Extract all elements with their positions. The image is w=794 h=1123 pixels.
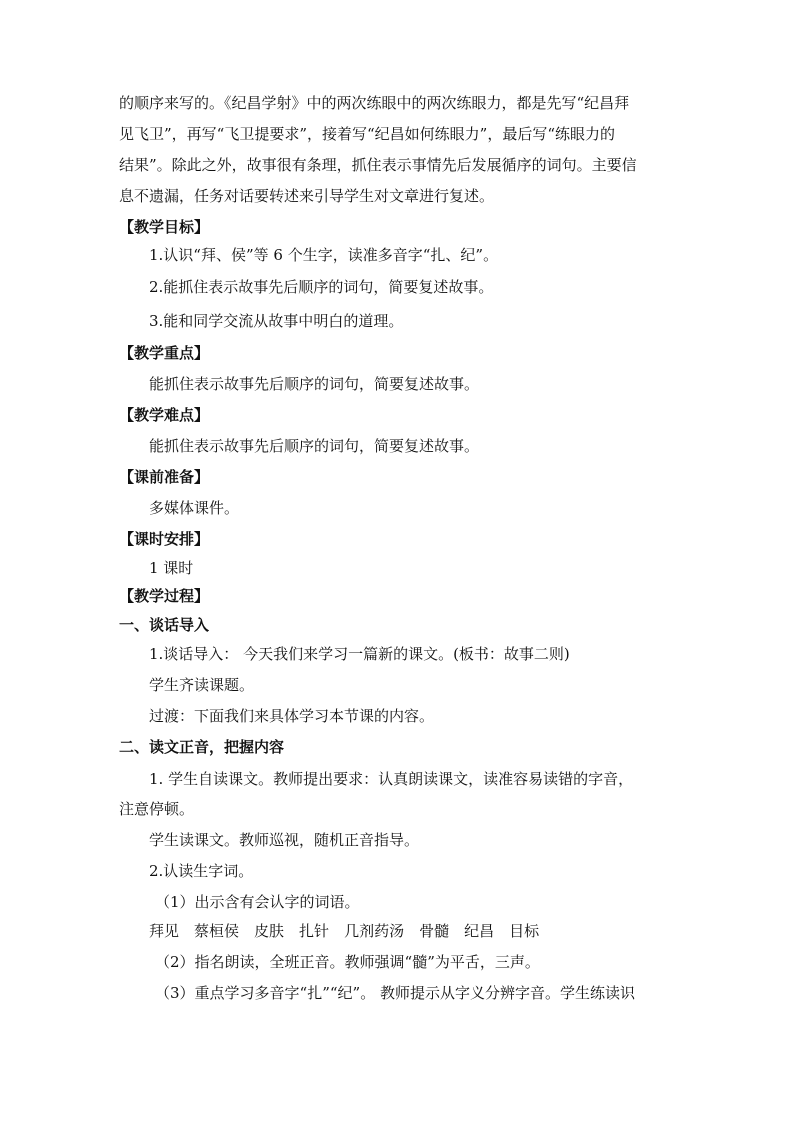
schedule-heading: 【课时安排】 — [119, 530, 210, 548]
vocab-word: 拜见 — [149, 922, 180, 940]
goals-heading: 【教学目标】 — [119, 218, 210, 236]
vocab-word: 目标 — [509, 922, 540, 940]
process-line: 注意停顿。 — [119, 800, 195, 818]
document-page — [119, 93, 679, 1003]
preparation-text: 多媒体课件。 — [149, 499, 240, 517]
text-line: 息不遗漏，任务对话要转述来引导学生对文章进行复述。 — [119, 187, 495, 205]
intro-paragraph — [119, 93, 679, 206]
vocab-word: 皮肤 — [254, 922, 285, 940]
goal-item: 2.能抓住表示故事先后顺序的词句，简要复述故事。 — [149, 278, 494, 296]
section-title: 一、谈话导入 — [119, 616, 210, 634]
process-line: （2）指名朗读，全班正音。教师强调“髓”为平舌，三声。 — [155, 953, 540, 971]
vocab-word: 几剂药汤 — [344, 922, 405, 940]
key-points-text: 能抓住表示故事先后顺序的词句，简要复述故事。 — [149, 375, 480, 393]
vocab-word: 纪昌 — [464, 922, 495, 940]
vocab-word: 骨髓 — [419, 922, 450, 940]
process-line: 学生齐读课题。 — [149, 676, 255, 694]
section-title: 二、读文正音，把握内容 — [119, 738, 285, 756]
difficulties-text: 能抓住表示故事先后顺序的词句，简要复述故事。 — [149, 437, 480, 455]
vocab-word: 蔡桓侯 — [194, 922, 240, 940]
text-line: 结果”。除此之外，故事很有条理，抓住表示事情先后发展循序的词句。主要信 — [119, 156, 637, 174]
process-line: （3）重点学习多音字“扎”“纪”。 教师提示从字义分辨字音。学生练读识 — [155, 984, 635, 1002]
process-line: 学生读课文。教师巡视，随机正音指导。 — [149, 831, 420, 849]
process-line: 2.认读生字词。 — [149, 862, 254, 880]
process-line: （1）出示含有会认字的词语。 — [155, 893, 360, 911]
process-line: 1. 学生自读课文。教师提出要求：认真朗读课文，读准容易读错的字音， — [149, 770, 634, 788]
goal-item: 1.认识“拜、侯”等 6 个生字，读准多音字“扎、纪”。 — [149, 246, 499, 264]
text-line: 的顺序来写的。《纪昌学射》中的两次练眼中的两次练眼力，都是先写“纪昌拜 — [119, 94, 630, 112]
vocabulary-list — [119, 921, 679, 941]
difficulties-heading: 【教学难点】 — [119, 406, 210, 424]
process-line: 过渡：下面我们来具体学习本节课的内容。 — [149, 707, 435, 725]
schedule-text: 1 课时 — [149, 559, 194, 577]
process-heading: 【教学过程】 — [119, 587, 210, 605]
process-line: 1.谈话导入： 今天我们来学习一篇新的课文。(板书：故事二则) — [149, 645, 570, 663]
preparation-heading: 【课前准备】 — [119, 468, 210, 486]
goal-item: 3.能和同学交流从故事中明白的道理。 — [149, 312, 404, 330]
vocab-word: 扎针 — [299, 922, 330, 940]
key-points-heading: 【教学重点】 — [119, 344, 210, 362]
text-line: 见飞卫”，再写“飞卫提要求”，接着写“纪昌如何练眼力”，最后写“练眼力的 — [119, 125, 616, 143]
